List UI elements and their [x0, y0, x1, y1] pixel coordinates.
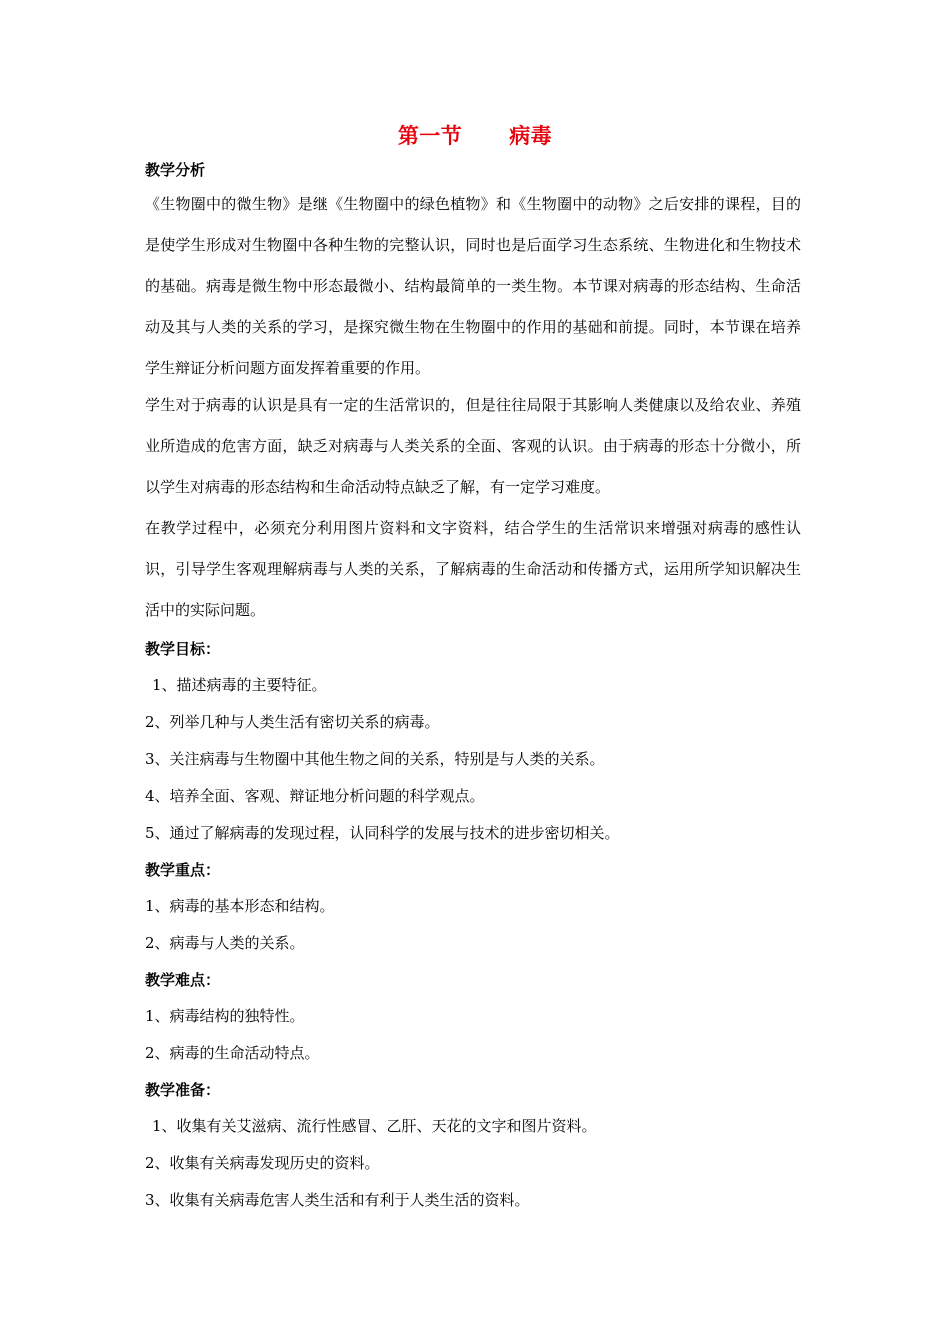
preparation-item: 3、收集有关病毒危害人类生活和有利于人类生活的资料。 [145, 1191, 530, 1209]
key-points-heading: 教学重点： [145, 861, 221, 879]
preparation-item: 2、收集有关病毒发现历史的资料。 [145, 1154, 380, 1172]
goal-item: 1、描述病毒的主要特征。 [152, 676, 327, 694]
goal-item: 5、通过了解病毒的发现过程，认同科学的发展与技术的进步密切相关。 [145, 824, 620, 842]
key-point-item: 2、病毒与人类的关系。 [145, 934, 305, 952]
analysis-paragraph-2: 学生对于病毒的认识是具有一定的生活常识的，但是往往局限于其影响人类健康以及给农业、养殖业所造成的危害方面，缺乏对病毒与人类关系的全面、客观的认识。由于病毒的形态十分微小，所以学生对病毒的形态结构和生命活动特点缺乏了解，有一定学习难度。 [145, 396, 801, 496]
document-page [145, 118, 801, 1219]
title-part-1: 第一节 [397, 123, 463, 148]
analysis-paragraph-3: 在教学过程中，必须充分利用图片资料和文字资料，结合学生的生活常识来增强对病毒的感性认识，引导学生客观理解病毒与人类的关系，了解病毒的生命活动和传播方式，运用所学知识解决生活中的实际问题。 [145, 519, 801, 619]
difficulty-item: 2、病毒的生命活动特点。 [145, 1044, 320, 1062]
difficulty-item: 1、病毒结构的独特性。 [145, 1007, 305, 1025]
difficulties-heading: 教学难点： [145, 971, 221, 989]
analysis-paragraph-1: 《生物圈中的微生物》是继《生物圈中的绿色植物》和《生物圈中的动物》之后安排的课程，目的是使学生形成对生物圈中各种生物的完整认识，同时也是后面学习生态系统、生物进化和生物技术的基础。病毒是微生物中形态最微小、结构最简单的一类生物。本节课对病毒的形态结构、生命活动及其与人类的关系的学习，是探究微生物在生物圈中的作用的基础和前提。同时，本节课在培养学生辩证分析问题方面发挥着重要的作用。 [145, 195, 801, 377]
goals-heading: 教学目标： [145, 640, 221, 658]
key-point-item: 1、病毒的基本形态和结构。 [145, 897, 335, 915]
page-title [149, 118, 801, 154]
goal-item: 3、关注病毒与生物圈中其他生物之间的关系，特别是与人类的关系。 [145, 750, 605, 768]
title-part-2: 病毒 [509, 123, 553, 148]
preparation-heading: 教学准备： [145, 1081, 221, 1099]
goal-item: 2、列举几种与人类生活有密切关系的病毒。 [145, 713, 440, 731]
goal-item: 4、培养全面、客观、辩证地分析问题的科学观点。 [145, 787, 485, 805]
analysis-heading: 教学分析 [145, 161, 206, 179]
preparation-item: 1、收集有关艾滋病、流行性感冒、乙肝、天花的文字和图片资料。 [152, 1117, 597, 1135]
